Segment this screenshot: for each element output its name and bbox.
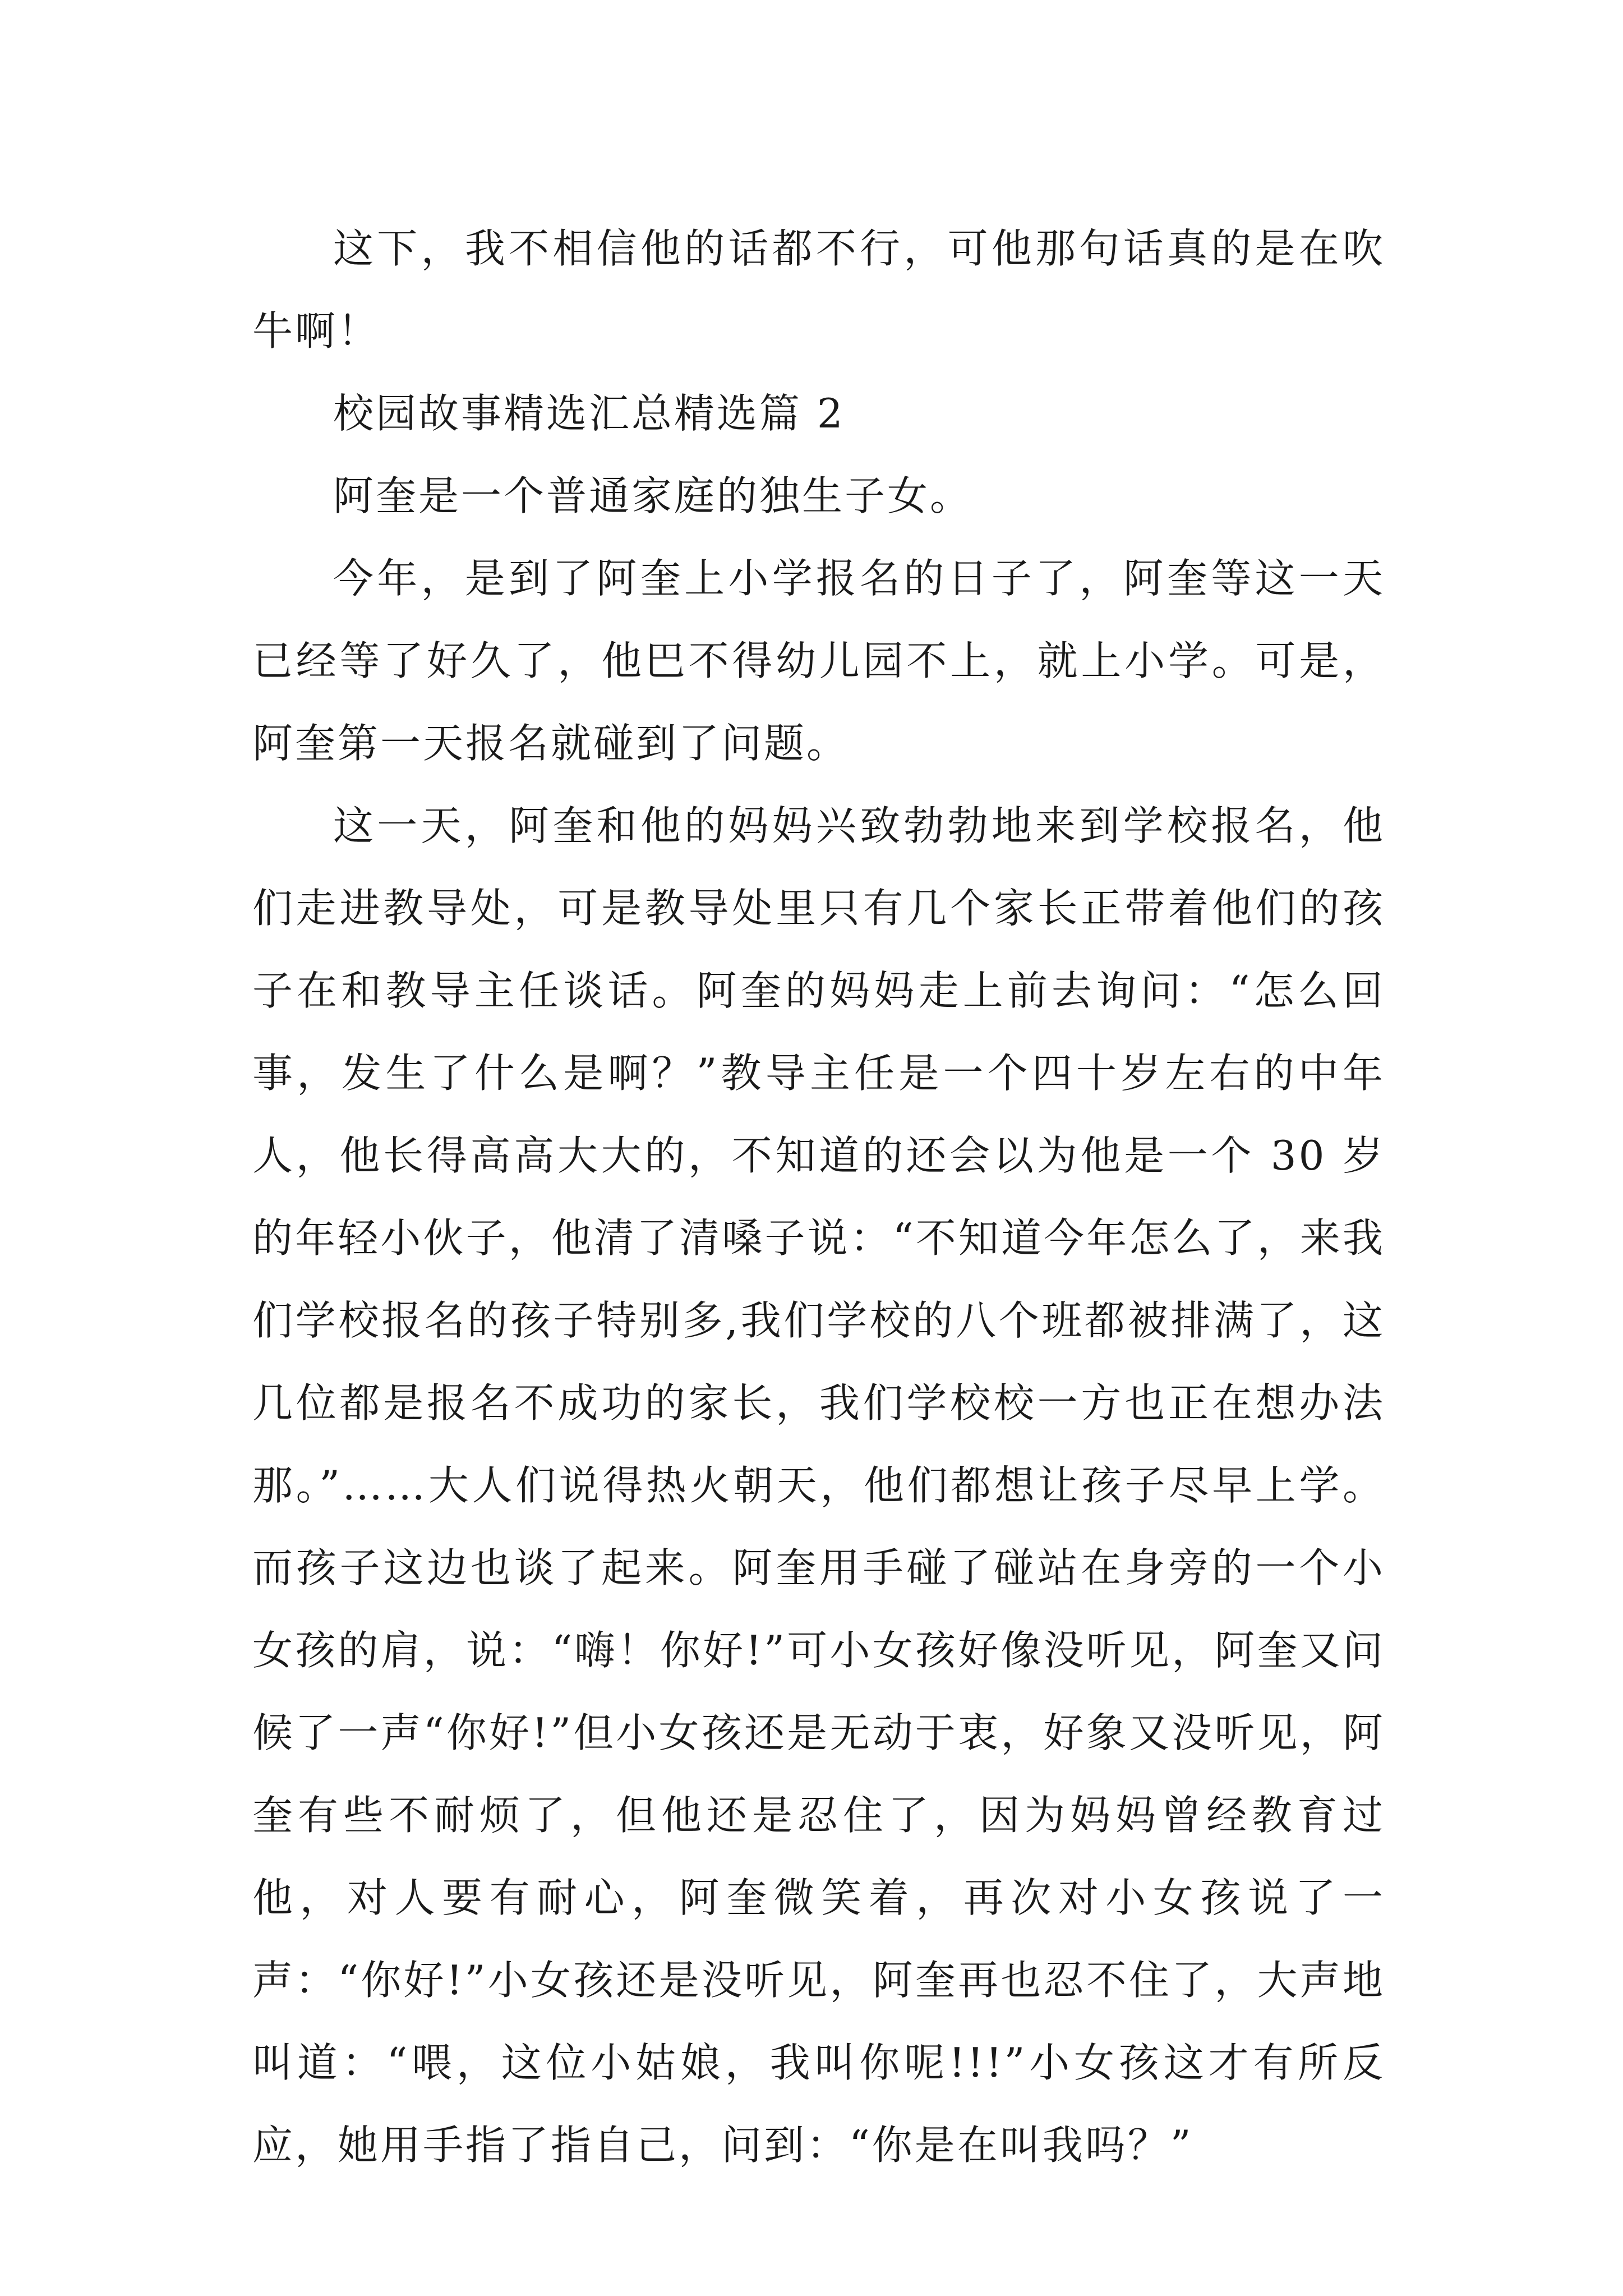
paragraph-intro-ending: 这下，我不相信他的话都不行，可他那句话真的是在吹牛啊！: [252, 225, 1385, 355]
document-page: [252, 208, 1385, 2187]
paragraph-enrollment-day: 今年，是到了阿奎上小学报名的日子了，阿奎等这一天已经等了好久了，他巴不得幼儿园不上，就上小学。可是，阿奎第一天报名就碰到了问题。: [252, 555, 1385, 767]
section-heading: 校园故事精选汇总精选篇 2: [333, 390, 845, 437]
paragraph-school-office: 这一天，阿奎和他的妈妈兴致勃勃地来到学校报名，他们走进教导处，可是教导处里只有几个家长正带着他们的孩子在和教导主任谈话。阿奎的妈妈走上前去询问：“怎么回事，发生了什么是啊？”教导主任是一个四十岁左右的中年人，他长得高高大大的，不知道的还会以为他是一个 30 岁的年轻小伙子，他清了清嗓子说：“不知道今年怎么了，来我们学校报名的孩子特别多,我们学校的八个班都被排满了，这几位都是报名不成功的家长，我们学校校一方也正在想办法那。”……大人们说得热火朝天，他们都想让孩子尽早上学。而孩子这边也谈了起来。阿奎用手碰了碰站在身旁的一个小女孩的肩，说：“嗨！你好!”可小女孩好像没听见，阿奎又问候了一声“你好!”但小女孩还是无动于衷，好象又没听见，阿奎有些不耐烦了，但他还是忍住了，因为妈妈曾经教育过他，对人要有耐心，阿奎微笑着，再次对小女孩说了一声：“你好!”小女孩还是没听见，阿奎再也忍不住了，大声地叫道：“喂，这位小姑娘，我叫你呢!!!”小女孩这才有所反应，她用手指了指自己，问到：“你是在叫我吗？”: [252, 802, 1385, 2169]
paragraph-akui-intro: 阿奎是一个普通家庭的独生子女。: [333, 472, 973, 519]
